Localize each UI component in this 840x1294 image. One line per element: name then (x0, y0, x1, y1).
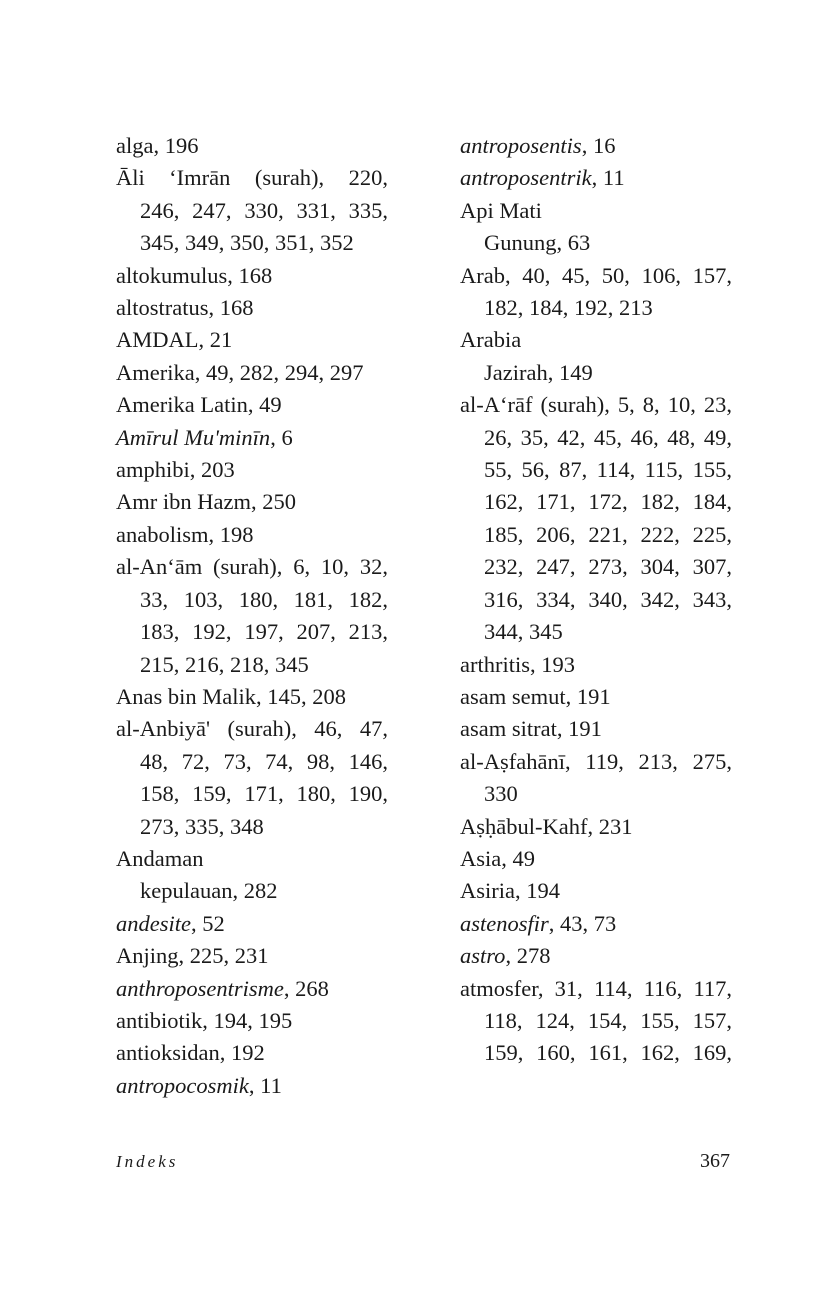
index-entry-line (116, 681, 388, 713)
index-line-text: Amr ibn Hazm, 250 (116, 489, 296, 515)
index-entry (116, 1037, 388, 1069)
index-entry (116, 260, 388, 292)
index-entry (116, 389, 388, 421)
index-entry (460, 746, 732, 811)
index-entry (460, 681, 732, 713)
index-entry-line (460, 649, 732, 681)
index-entry-line (460, 746, 732, 778)
index-entry-line (116, 422, 388, 454)
index-line-text: , 268 (283, 975, 329, 1001)
index-line-text: Amerika, 49, 282, 294, 297 (116, 359, 364, 385)
index-entry-line (460, 292, 732, 324)
index-line-text: 159, 160, 161, 162, 169, (484, 1040, 732, 1066)
index-entry (116, 519, 388, 551)
index-line-text: al-A‘rāf (surah), 5, 8, 10, 23, (460, 392, 732, 418)
index-entry-line (460, 616, 732, 648)
index-line-text: 185, 206, 221, 222, 225, (484, 521, 732, 547)
index-entry-line (116, 973, 388, 1005)
index-entry-line (116, 584, 388, 616)
index-entry-line (116, 130, 388, 162)
index-entry-line (460, 227, 732, 259)
index-line-text: Asiria, 194 (460, 878, 560, 904)
index-term-italic: astenosfir (460, 910, 549, 936)
index-line-text: , 278 (505, 943, 551, 969)
index-line-text: , 16 (581, 133, 616, 158)
index-entry-line (116, 778, 388, 810)
index-entry-line (460, 454, 732, 486)
index-line-text: Asia, 49 (460, 845, 535, 871)
index-entry (116, 908, 388, 940)
index-entry (460, 811, 732, 843)
index-entry-line (116, 746, 388, 778)
index-line-text: alga, 196 (116, 133, 199, 158)
running-footer-section: Indeks (116, 1152, 179, 1171)
index-entry (460, 649, 732, 681)
index-entry-line (460, 1005, 732, 1037)
index-line-text: Anjing, 225, 231 (116, 943, 269, 969)
index-entry-line (460, 162, 732, 194)
index-line-text: kepulauan, 282 (140, 878, 278, 904)
index-line-text: Anas bin Malik, 145, 208 (116, 683, 346, 709)
index-entry (116, 1005, 388, 1037)
index-line-text: 345, 349, 350, 351, 352 (140, 230, 354, 256)
index-term-italic: antropocosmik (116, 1072, 249, 1098)
index-entry-line (116, 162, 388, 194)
index-line-text: 215, 216, 218, 345 (140, 651, 309, 677)
index-entry (460, 324, 732, 389)
index-entry-line (460, 389, 732, 421)
index-entry (116, 1070, 388, 1102)
index-line-text: al-Anbiyā' (surah), 46, 47, (116, 716, 388, 742)
index-column-left (116, 130, 388, 1102)
index-entry-line (460, 811, 732, 843)
index-entry-line (116, 389, 388, 421)
index-entry-line (116, 195, 388, 227)
index-entry-line (460, 973, 732, 1005)
index-entry-line (460, 875, 732, 907)
index-entry (116, 357, 388, 389)
index-line-text: 162, 171, 172, 182, 184, (484, 489, 732, 515)
index-entry-line (116, 1070, 388, 1102)
index-entry-line (116, 292, 388, 324)
index-entry-line (460, 324, 732, 356)
index-entry (460, 973, 732, 1070)
index-entry-line (460, 681, 732, 713)
index-line-text: antioksidan, 192 (116, 1040, 265, 1066)
index-entry-line (460, 486, 732, 518)
index-entry-line (460, 1037, 732, 1069)
page-number: 367 (700, 1150, 730, 1172)
index-line-text: 316, 334, 340, 342, 343, (484, 586, 732, 612)
index-entry-line (116, 519, 388, 551)
index-column-right (460, 130, 732, 1070)
index-entry (460, 195, 732, 260)
index-line-text: arthritis, 193 (460, 651, 575, 677)
index-line-text: 330 (484, 781, 518, 807)
index-line-text: , 52 (190, 910, 225, 936)
index-line-text: asam sitrat, 191 (460, 716, 602, 742)
index-line-text: 183, 192, 197, 207, 213, (140, 619, 388, 645)
index-entry-line (116, 1037, 388, 1069)
index-line-text: asam semut, 191 (460, 683, 611, 709)
index-entry (116, 162, 388, 259)
index-entry (116, 486, 388, 518)
index-line-text: Arab, 40, 45, 50, 106, 157, (460, 262, 732, 288)
index-entry (460, 130, 732, 162)
index-term-italic: anthroposentrisme (116, 975, 284, 1001)
index-entry-line (116, 940, 388, 972)
index-entry-line (460, 940, 732, 972)
index-line-text: Aṣḥābul-Kahf, 231 (460, 813, 633, 839)
index-line-text: , 11 (591, 165, 625, 191)
index-entry-line (116, 908, 388, 940)
index-entry-line (116, 713, 388, 745)
index-line-text: 26, 35, 42, 45, 46, 48, 49, (484, 424, 732, 450)
index-entry-line (460, 778, 732, 810)
index-entry (460, 843, 732, 875)
index-entry (116, 422, 388, 454)
index-line-text: 55, 56, 87, 114, 115, 155, (484, 457, 732, 483)
index-entry (116, 713, 388, 843)
index-term-italic: antroposentis (460, 133, 582, 158)
index-entry-line (116, 454, 388, 486)
index-entry (460, 940, 732, 972)
index-entry-line (116, 649, 388, 681)
index-entry-line (460, 551, 732, 583)
index-entry-line (116, 1005, 388, 1037)
index-entry-line (460, 195, 732, 227)
index-entry (116, 292, 388, 324)
index-entry (460, 389, 732, 648)
index-line-text: , 6 (270, 424, 293, 450)
index-line-text: 182, 184, 192, 213 (484, 295, 653, 321)
index-entry (116, 681, 388, 713)
index-line-text: 158, 159, 171, 180, 190, (140, 781, 388, 807)
index-entry (460, 875, 732, 907)
index-line-text: , 11 (248, 1072, 282, 1098)
index-line-text: , 43, 73 (548, 910, 617, 936)
index-entry-line (460, 357, 732, 389)
index-entry-line (116, 486, 388, 518)
index-term-italic: antroposentrik (460, 165, 592, 191)
index-entry-line (116, 357, 388, 389)
index-line-text: Amerika Latin, 49 (116, 392, 282, 418)
index-entry (116, 973, 388, 1005)
index-entry (460, 908, 732, 940)
index-entry-line (116, 616, 388, 648)
index-entry-line (116, 843, 388, 875)
index-entry (116, 454, 388, 486)
index-entry (116, 940, 388, 972)
index-entry-line (460, 519, 732, 551)
index-entry-line (116, 260, 388, 292)
index-entry-line (460, 130, 732, 162)
index-line-text: Arabia (460, 327, 522, 353)
index-line-text: 246, 247, 330, 331, 335, (140, 197, 388, 223)
index-entry-line (116, 227, 388, 259)
index-line-text: al-Aṣfahānī, 119, 213, 275, (460, 748, 732, 774)
index-line-text: Āli ‘Imrān (surah), 220, (116, 165, 388, 191)
index-line-text: anabolism, 198 (116, 521, 254, 547)
index-line-text: 33, 103, 180, 181, 182, (140, 586, 388, 612)
index-entry (460, 162, 732, 194)
index-term-italic: andesite (116, 910, 191, 936)
index-entry-line (460, 908, 732, 940)
index-line-text: Jazirah, 149 (484, 359, 593, 385)
index-line-text: amphibi, 203 (116, 457, 235, 483)
index-entry-line (460, 843, 732, 875)
index-term-italic: Amīrul Mu'minīn (116, 424, 271, 450)
index-entry (116, 130, 388, 162)
index-entry-line (460, 260, 732, 292)
index-entry-line (116, 324, 388, 356)
index-term-italic: astro (460, 943, 506, 969)
index-entry-line (460, 422, 732, 454)
index-entry-line (460, 713, 732, 745)
index-line-text: 232, 247, 273, 304, 307, (484, 554, 732, 580)
index-line-text: 48, 72, 73, 74, 98, 146, (140, 748, 388, 774)
index-line-text: atmosfer, 31, 114, 116, 117, (460, 975, 732, 1001)
index-line-text: antibiotik, 194, 195 (116, 1007, 293, 1033)
index-entry (116, 843, 388, 908)
index-line-text: altostratus, 168 (116, 295, 254, 321)
index-line-text: 273, 335, 348 (140, 813, 264, 839)
index-entry-line (460, 584, 732, 616)
index-entry (116, 324, 388, 356)
index-entry (116, 551, 388, 681)
index-line-text: Gunung, 63 (484, 230, 591, 256)
index-line-text: AMDAL, 21 (116, 327, 233, 353)
index-line-text: al-An‘ām (surah), 6, 10, 32, (116, 554, 388, 580)
index-line-text: 118, 124, 154, 155, 157, (484, 1007, 732, 1033)
index-line-text: altokumulus, 168 (116, 262, 273, 288)
index-entry-line (116, 551, 388, 583)
index-entry-line (116, 811, 388, 843)
index-line-text: 344, 345 (484, 619, 563, 645)
index-line-text: Api Mati (460, 197, 542, 223)
index-entry (460, 713, 732, 745)
index-entry-line (116, 875, 388, 907)
index-entry (460, 260, 732, 325)
index-line-text: Andaman (116, 845, 204, 871)
